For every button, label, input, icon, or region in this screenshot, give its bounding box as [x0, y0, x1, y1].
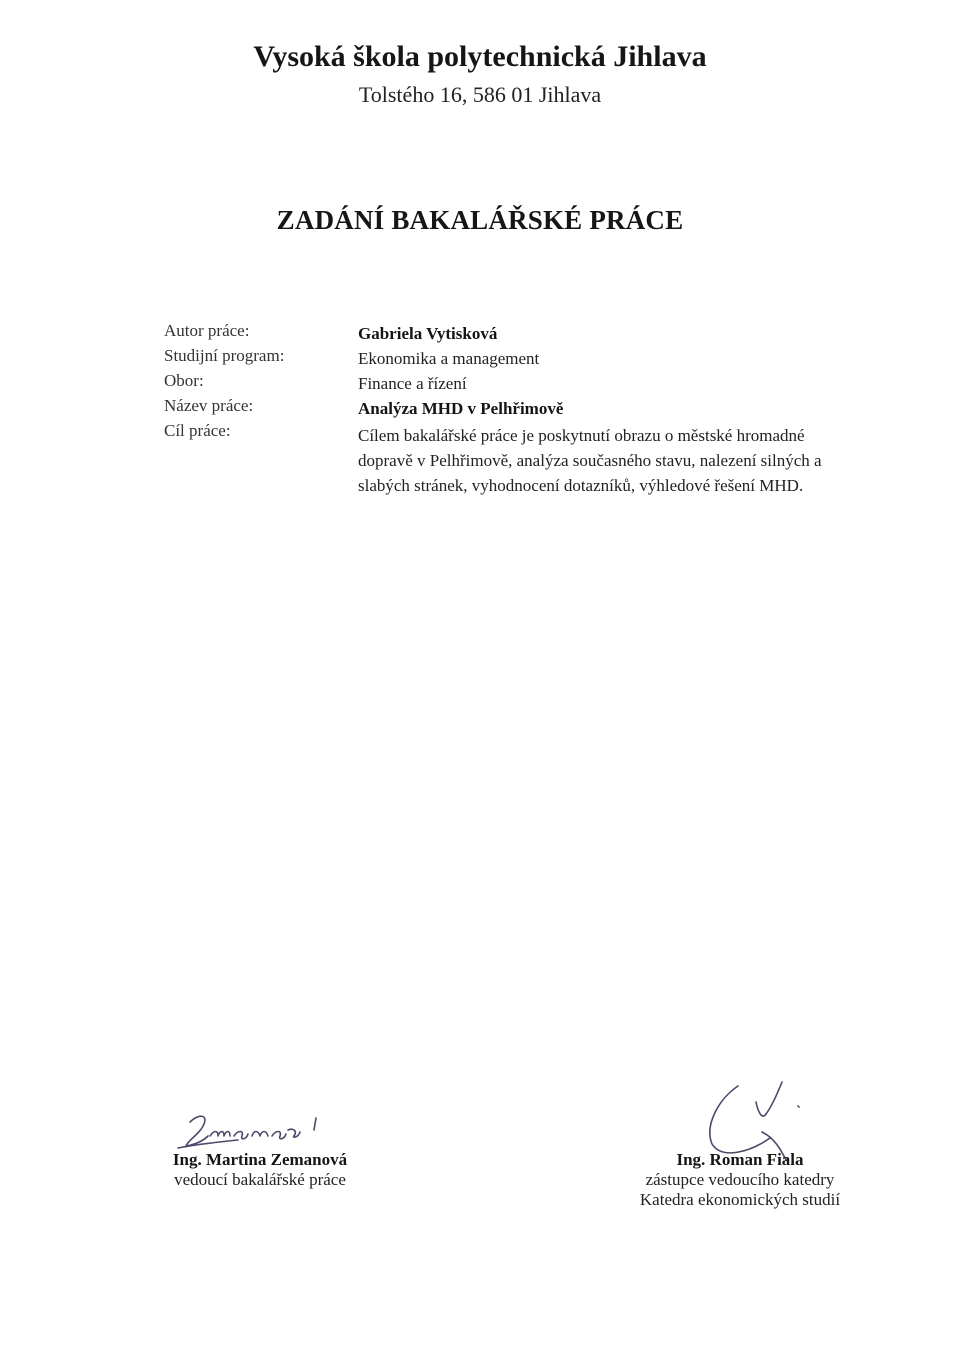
school-name: Vysoká škola polytechnická Jihlava — [253, 40, 707, 73]
department-head-role: zástupce vedoucího katedry — [645, 1170, 835, 1189]
author-value: Gabriela Vytisková — [358, 324, 498, 343]
school-address: Tolstého 16, 586 01 Jihlava — [358, 82, 602, 107]
thesis-title-value: Analýza MHD v Pelhřimově — [358, 399, 564, 418]
supervisor-signature — [168, 1100, 348, 1155]
field-value: Finance a řízení — [358, 374, 467, 393]
supervisor-block — [150, 1150, 370, 1190]
department-head-block — [600, 1150, 880, 1210]
department-name: Katedra ekonomických studií — [639, 1190, 841, 1209]
goal-line: slabých stránek, vyhodnocení dotazníků, výhledové řešení MHD. — [358, 476, 804, 495]
document-title: ZADÁNÍ BAKALÁŘSKÉ PRÁCE — [276, 205, 684, 235]
supervisor-name: Ing. Martina Zemanová — [172, 1150, 348, 1169]
program-value: Ekonomika a management — [358, 349, 540, 368]
goal-text — [358, 423, 848, 498]
thesis-title-label: Název práce: — [164, 396, 254, 415]
field-label: Obor: — [164, 371, 204, 390]
supervisor-role: vedoucí bakalářské práce — [174, 1170, 346, 1189]
author-label: Autor práce: — [164, 321, 250, 340]
goal-label: Cíl práce: — [164, 421, 231, 440]
department-head-name: Ing. Roman Fiala — [676, 1150, 804, 1169]
program-label: Studijní program: — [164, 346, 285, 365]
goal-line: dopravě v Pelhřimově, analýza současného stavu, nalezení silných a — [358, 451, 822, 470]
goal-line: Cílem bakalářské práce je poskytnutí obrazu o městské hromadné — [358, 426, 805, 445]
